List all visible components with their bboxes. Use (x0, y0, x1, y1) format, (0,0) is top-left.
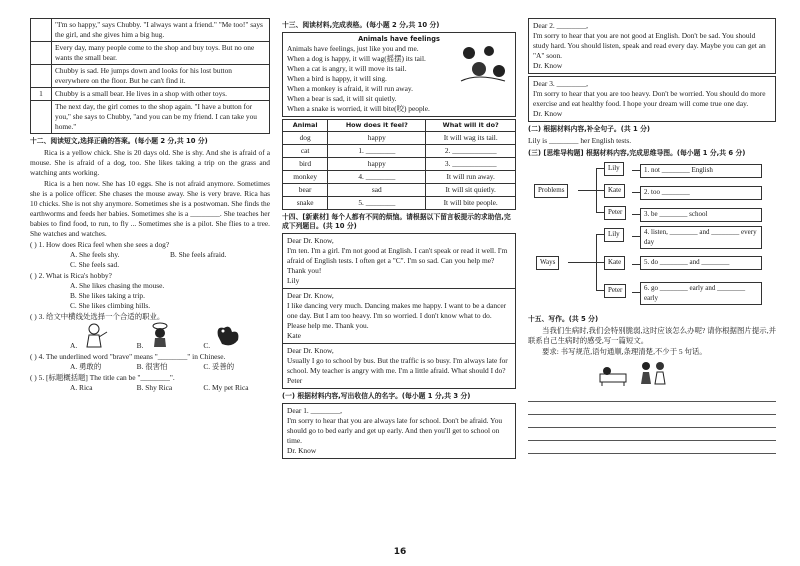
writing-prompt: 当我们生病时,我们会特别脆弱,这时应该怎么办呢? 请你根据图片提示,并联系自己生病时的感受,写一篇短文。 (528, 326, 776, 346)
story-row (31, 64, 270, 87)
story-row (31, 87, 270, 100)
help-letter: Dear Dr. Know, I'm ten. I'm a girl. I'm not good at English. I can't speak or read it well. I'm afraid of English tests. I often get a "C". I'm so sad. Can you help me? Thank you! Lily (283, 233, 516, 288)
table-cell: happy (328, 131, 426, 144)
table-cell: monkey (283, 170, 328, 183)
chef-icon (145, 322, 175, 348)
blank-1[interactable]: 1. not ________ English (640, 164, 762, 177)
table-row (283, 196, 516, 209)
page-number: 16 (393, 546, 407, 557)
section-12-title: 十二、阅读短文,选择正确的答案。(每小题 2 分,共 10 分) (30, 136, 208, 145)
mind-map (528, 162, 776, 312)
section-13-title: 十三、阅读材料,完成表格。(每小题 2 分,共 10 分) (282, 21, 440, 29)
option[interactable]: C. She feels sad. (70, 259, 120, 269)
table-row (283, 183, 516, 196)
option[interactable]: B. She likes taking a trip. (70, 290, 145, 300)
poem-line: Animals have feelings, just like you and me. (287, 44, 419, 54)
section-15-title: 十五、写作。(共 5 分) (528, 315, 599, 324)
blank-4[interactable]: 4. listen, ________ and ________ every day (640, 226, 762, 249)
section-14-title: 十四、[新素材] 每个人都有不同的烦恼。请根据以下留言板提示的求助信,完成下列题目。(共 10 分) (282, 212, 511, 230)
table-cell: It will sit quietly. (426, 183, 516, 196)
table-cell[interactable]: 3. ____________ (426, 157, 516, 170)
help-letter: Dear Dr. Know, I like dancing very much. Dancing makes me happy. I want to be a dancer one day. But I am too heavy. I'm so worried. I don't know what to do. Please help me. Thank you. Kate (283, 288, 516, 343)
story-order-table (30, 18, 270, 134)
option[interactable]: A. She feels shy. (70, 249, 120, 259)
story-text: Chubby is sad. He jumps down and looks for his lost button everywhere on the floor. But he can't find it. (52, 64, 270, 87)
question-label: ( ) 5. [标题概括题] The title can be "________". (30, 372, 175, 382)
question-4 (30, 352, 270, 372)
table-cell[interactable]: 5. ________ (328, 196, 426, 209)
order-cell[interactable]: 1 (31, 87, 52, 100)
care-icon (638, 360, 668, 386)
table-cell[interactable]: 2. ____________ (426, 144, 516, 157)
poem-title: Animals have feelings (358, 35, 440, 44)
poem-line: When a cat is angry, it will move its tail. (287, 64, 407, 74)
poem-line: When a dog is happy, it will wag(摇摆) its tail. (287, 54, 426, 64)
option[interactable]: C. 妥善的 (203, 361, 235, 371)
option[interactable]: C. (203, 322, 270, 351)
writing-requirement: 要求: 书写规范,语句通顺,条理清楚,不少于 5 句话。 (542, 347, 707, 357)
sub-1-title: (一) 根据材料内容,写出收信人的名字。(每小题 1 分,共 3 分) (282, 391, 471, 400)
feelings-table (282, 119, 516, 210)
rooster-icon (212, 322, 242, 348)
table-row (283, 144, 516, 157)
sub-3-title: (三) [思维导构题] 根据材料内容,完成思维导图。(每小题 1 分,共 6 分) (528, 149, 746, 158)
table-cell: It will wag its tail. (426, 131, 516, 144)
teacher-icon (79, 322, 109, 348)
table-cell: cat (283, 144, 328, 157)
ways-node: Ways (536, 256, 559, 269)
lily-node: Lily (604, 162, 624, 175)
poem-line: When a bear is sad, it will sit quietly. (287, 93, 397, 103)
letters-table (282, 233, 516, 389)
reply-text: Dear 2. ________, I'm sorry to hear that you are not good at English. Don't be sad. You should study hard. You should listen, speak and read every day. Maybe you can get an "A" soon. Dr. Know (533, 21, 766, 70)
story-text: Chubby is a small bear. He lives in a shop with other toys. (52, 87, 270, 100)
table-cell: It will run away. (426, 170, 516, 183)
table-row (283, 131, 516, 144)
blank-2[interactable]: 2. too ________ (640, 186, 762, 199)
column-header: Animal (283, 119, 328, 131)
question-label: ( ) 1. How does Rica feel when she sees a dog? (30, 239, 170, 249)
option[interactable]: B. She feels afraid. (170, 249, 227, 259)
writing-lines[interactable] (528, 389, 776, 454)
option[interactable]: A. Rica (70, 382, 93, 392)
option[interactable]: A. (70, 322, 137, 351)
blank-3[interactable]: 3. be ________ school (640, 208, 762, 221)
column-middle (282, 18, 516, 540)
column-right (528, 18, 776, 540)
table-cell: happy (328, 157, 426, 170)
order-cell[interactable] (31, 100, 52, 133)
column-header: How does it feel? (328, 119, 426, 131)
animals-icon (457, 43, 509, 83)
column-left (30, 18, 270, 540)
order-cell[interactable] (31, 41, 52, 64)
story-row (31, 100, 270, 133)
passage-paragraph: Rica is a hen now. She has 10 eggs. She is not afraid anymore. Sometimes she is a police officer. She chases the mouse away. She is very brave. Rica has 10 chicks. She is not shy anymore. Sometimes she is a postwoman. She finds the earthworms and feeds her babies. Sometimes she is a ________. She teaches her babies to find food, to run, to fly ... Sometimes she is a pilot. She flies to a tree. She watches and watches. (30, 178, 270, 238)
order-cell[interactable] (31, 64, 52, 87)
table-cell: It will bite people. (426, 196, 516, 209)
table-cell[interactable]: 1. ________ (328, 144, 426, 157)
option[interactable]: B. (137, 322, 204, 351)
reply-text: Dear 1. ________, I'm sorry to hear that you are always late for school. Don't be afraid. You should go to bed early and get up early. And then you'll get to school on time. Dr. Know (287, 405, 503, 455)
column-header: What will it do? (426, 119, 516, 131)
option[interactable]: C. She likes climbing hills. (70, 300, 151, 310)
reply-letter-3 (528, 76, 776, 122)
story-text: "I'm so happy," says Chubby. "I always want a friend." "Me too!" says the girl, and she gives him a big hug. (52, 19, 270, 42)
story-row (31, 41, 270, 64)
question-1 (30, 240, 270, 270)
table-cell: sad (328, 183, 426, 196)
order-cell[interactable] (31, 19, 52, 42)
question-label: ( ) 3. 给文中横线处选择一个合适的职业。 (30, 311, 165, 321)
poem-line: When a snake is worried, it will bite(咬) people. (287, 103, 430, 113)
blank-6[interactable]: 6. go ________ early and ________ early (640, 282, 762, 305)
poem-box (282, 32, 516, 117)
table-cell: bird (283, 157, 328, 170)
poem-line: When a bird is happy, it will sing. (287, 74, 387, 84)
question-2 (30, 271, 270, 311)
table-row (283, 157, 516, 170)
sub-2-title: (二) 根据材料内容,补全句子。(共 1 分) (528, 124, 650, 133)
peter-node: Peter (604, 284, 626, 297)
story-text: The next day, the girl comes to the shop again. "I have a button for you," she says to Chubby, "and you can be my friend. I can take you home." (52, 100, 270, 133)
writing-pictures (528, 360, 776, 386)
option[interactable]: B. Shy Rica (136, 382, 173, 392)
table-cell: snake (283, 196, 328, 209)
sub-2-sentence: Lily is ________ her English tests. (528, 136, 632, 146)
question-label: ( ) 2. What is Rica's hobby? (30, 270, 112, 280)
lily-node: Lily (604, 228, 624, 241)
passage-paragraph: Rica is a yellow chick. She is 20 days old. She is shy. And she is afraid of a mouse. She is afraid of a dog, too. She likes taking a trip on the grass and watching ants working. (30, 148, 270, 177)
reply-letter-1 (282, 403, 516, 459)
reply-text: Dear 3. ________, I'm sorry to hear that you are too heavy. Don't be worried. You should do more exercise and eat healthy food. I hope your dream will come true one day. Dr. Know (533, 78, 766, 118)
reply-letter-2 (528, 18, 776, 74)
option[interactable]: A. 勇敢的 (70, 361, 102, 371)
option[interactable]: A. She likes chasing the mouse. (70, 280, 165, 290)
blank-5[interactable]: 5. do ________ and ________ (640, 256, 762, 269)
poem-line: When a monkey is afraid, it will run away. (287, 84, 413, 93)
help-letter: Dear Dr. Know, Usually I go to school by bus. But the traffic is so busy. I'm always late for school. My teacher is angry with me. I'm a little afraid. What should I do? Peter (283, 343, 516, 388)
kate-node: Kate (604, 256, 625, 269)
question-3 (30, 312, 270, 351)
table-cell: bear (283, 183, 328, 196)
story-row (31, 19, 270, 42)
problems-node: Problems (534, 184, 568, 197)
option[interactable]: B. 很害怕 (136, 361, 168, 371)
question-5 (30, 373, 270, 393)
kate-node: Kate (604, 184, 625, 197)
peter-node: Peter (604, 206, 626, 219)
question-label: ( ) 4. The underlined word "brave" means "________" in Chinese. (30, 351, 226, 361)
table-cell: dog (283, 131, 328, 144)
story-text: Every day, many people come to the shop and buy toys. But no one wants the small bear. (52, 41, 270, 64)
sick-child-icon (598, 360, 628, 386)
table-row (283, 170, 516, 183)
option[interactable]: C. My pet Rica (203, 382, 249, 392)
table-cell[interactable]: 4. ________ (328, 170, 426, 183)
